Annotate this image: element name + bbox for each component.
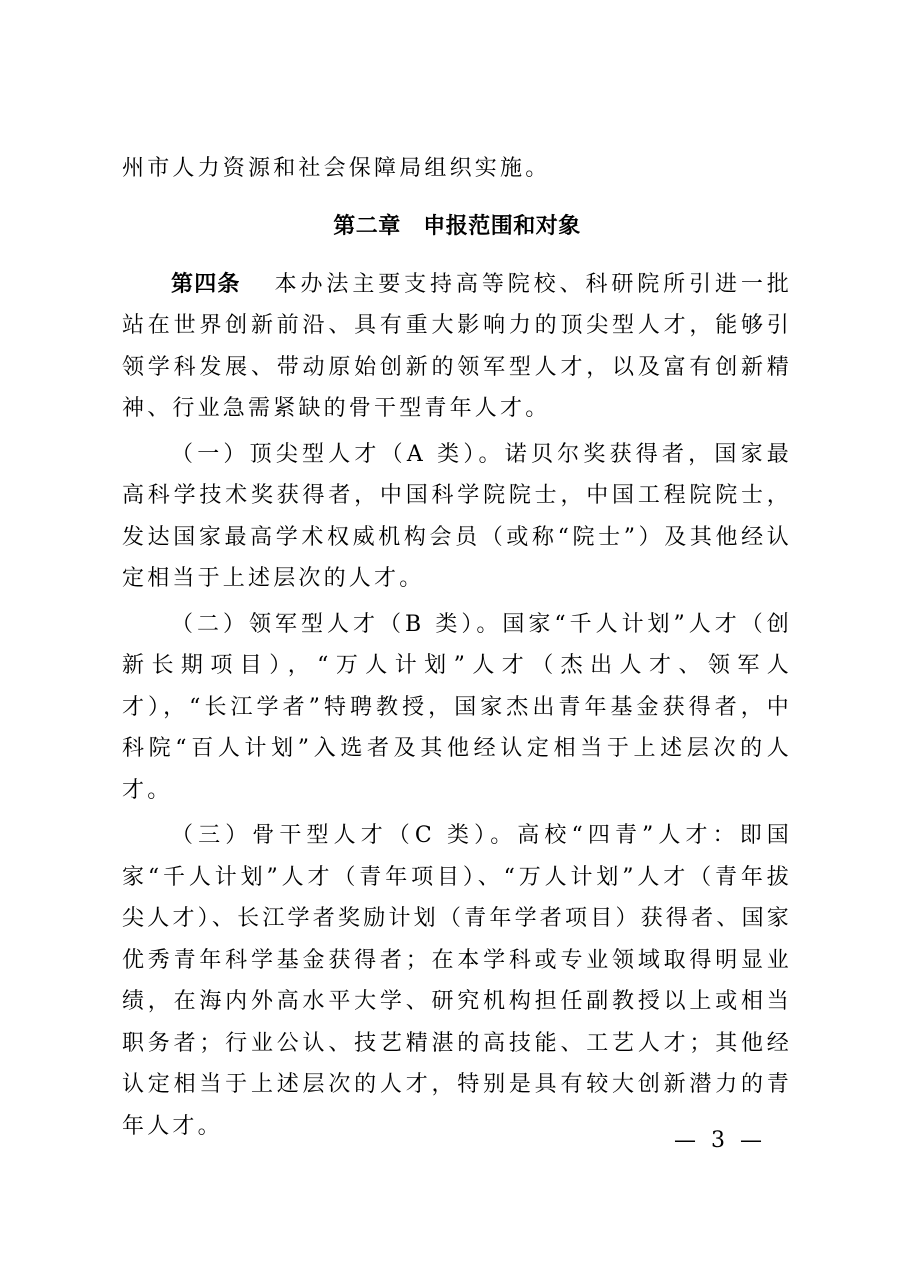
chapter-title: 第二章 申报范围和对象 <box>333 213 581 239</box>
document-body <box>122 148 792 1147</box>
continuation-paragraph: 州市人力资源和社会保障局组织实施。 <box>122 156 551 181</box>
page-number: — 3 — <box>674 1128 766 1153</box>
item-paragraph-a: （一）顶尖型人才（A 类）。诺贝尔奖获得者，国家最高科学技术奖获得者，中国科学院院士，中国工程院院士，发达国家最高学术权威机构会员（或称“院士”）及其他经认定相当于上述层次的人才。 <box>122 441 792 591</box>
item-paragraph-b: （二）领军型人才（B 类）。国家“千人计划”人才（创新长期项目），“万人计划”人才（杰出人才、领军人才），“长江学者”特聘教授，国家杰出青年基金获得者，中科院“百人计划”入选者及其他经认定相当于上述层次的人才。 <box>122 611 792 803</box>
item-paragraph-c: （三）骨干型人才（C 类）。高校“四青”人才：即国家“千人计划”人才（青年项目）、“万人计划”人才（青年拔尖人才）、长江学者奖励计划（青年学者项目）获得者、国家优秀青年科学基金获得者；在本学科或专业领域取得明显业绩，在海内外高水平大学、研究机构担任副教授以上或相当职务者；行业公认、技艺精湛的高技能、工艺人才；其他经认定相当于上述层次的人才，特别是具有较大创新潜力的青年人才。 <box>122 823 792 1139</box>
article-paragraph <box>122 264 792 430</box>
article-number: 第四条 <box>171 271 241 297</box>
article-text: 本办法主要支持高等院校、科研院所引进一批站在世界创新前沿、具有重大影响力的顶尖型人才，能够引领学科发展、带动原始创新的领军型人才，以及富有创新精神、行业急需紧缺的骨干型青年人才。 <box>122 271 792 421</box>
